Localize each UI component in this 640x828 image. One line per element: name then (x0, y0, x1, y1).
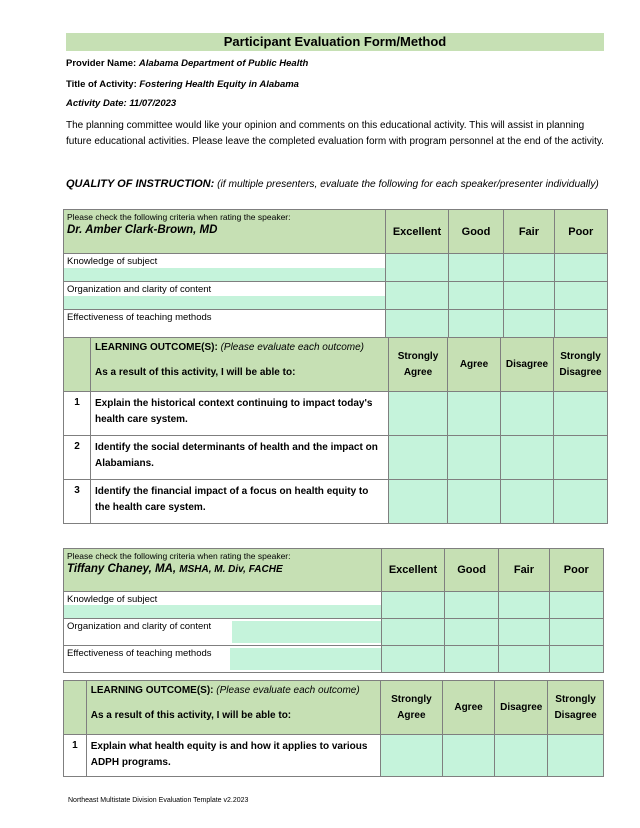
rating-checkbox[interactable] (549, 646, 603, 673)
outcome-checkbox[interactable] (381, 735, 443, 777)
lo-instruction: (Please evaluate each outcome) (216, 685, 360, 696)
outcome-checkbox[interactable] (448, 436, 501, 480)
outcome-number: 1 (64, 735, 87, 777)
rating-checkbox[interactable] (382, 646, 445, 673)
criteria-label: Effectiveness of teaching methods (67, 312, 212, 323)
outcome-num-header (64, 338, 91, 392)
rating-checkbox[interactable] (382, 619, 445, 646)
outcome-checkbox[interactable] (501, 436, 554, 480)
provider-label: Provider Name: (66, 58, 137, 69)
criteria-row (64, 254, 608, 282)
criteria-label: Knowledge of subject (67, 594, 158, 605)
rating-checkbox[interactable] (499, 619, 549, 646)
col-strongly-disagree: Strongly Disagree (554, 338, 608, 392)
lo-title: LEARNING OUTCOME(S): (95, 342, 218, 353)
criteria-prompt: Please check the following criteria when rating the speaker: (67, 212, 291, 222)
activity-date: Activity Date: 11/07/2023 (66, 98, 177, 109)
criteria-cell (64, 282, 386, 310)
rating-checkbox[interactable] (554, 254, 607, 282)
rating-checkbox[interactable] (554, 282, 607, 310)
criteria-label: Organization and clarity of content (67, 284, 212, 295)
criteria-row (64, 619, 604, 646)
col-poor: Poor (549, 549, 603, 592)
outcome-checkbox[interactable] (389, 436, 448, 480)
outcome-row (64, 735, 604, 777)
outcome-row (64, 392, 608, 436)
col-excellent: Excellent (382, 549, 445, 592)
rating-checkbox[interactable] (444, 592, 498, 619)
outcome-checkbox[interactable] (548, 735, 604, 777)
lo-result: As a result of this activity, I will be able to: (95, 367, 296, 378)
speaker1-criteria-table (63, 209, 608, 338)
outcome-checkbox[interactable] (554, 480, 608, 524)
provider-value: Alabama Department of Public Health (138, 58, 309, 69)
col-excellent: Excellent (386, 210, 449, 254)
lo-header-cell (86, 681, 380, 735)
outcome-number: 2 (64, 436, 91, 480)
speaker1-name: Dr. Amber Clark-Brown, MD (67, 224, 218, 236)
activity-line (66, 79, 299, 90)
criteria-cell (64, 619, 382, 646)
outcome-text: Identify the financial impact of a focus on health equity to the health care system. (91, 480, 389, 524)
col-good: Good (448, 210, 503, 254)
rating-checkbox[interactable] (386, 254, 449, 282)
rating-checkbox[interactable] (549, 619, 603, 646)
criteria-cell (64, 592, 382, 619)
col-good: Good (444, 549, 498, 592)
rating-checkbox[interactable] (448, 254, 503, 282)
outcome-checkbox[interactable] (389, 480, 448, 524)
outcome-checkbox[interactable] (442, 735, 495, 777)
criteria-row (64, 310, 608, 338)
col-disagree: Disagree (501, 338, 554, 392)
rating-checkbox[interactable] (386, 282, 449, 310)
col-agree: Agree (448, 338, 501, 392)
criteria-row (64, 592, 604, 619)
outcome-checkbox[interactable] (495, 735, 548, 777)
rating-checkbox[interactable] (499, 646, 549, 673)
col-strongly-agree: Strongly Agree (381, 681, 443, 735)
rating-checkbox[interactable] (549, 592, 603, 619)
rating-checkbox[interactable] (504, 310, 554, 338)
col-poor: Poor (554, 210, 607, 254)
outcome-number: 3 (64, 480, 91, 524)
outcome-row (64, 436, 608, 480)
speaker2-name: Tiffany Chaney, MA, (67, 563, 177, 575)
speaker2-outcomes-table (63, 680, 604, 777)
criteria-cell (64, 254, 386, 282)
rating-checkbox[interactable] (448, 310, 503, 338)
speaker1-header-cell (64, 210, 386, 254)
col-disagree: Disagree (495, 681, 548, 735)
quality-title: QUALITY OF INSTRUCTION: (66, 178, 215, 190)
rating-checkbox[interactable] (444, 646, 498, 673)
rating-checkbox[interactable] (554, 310, 607, 338)
intro-paragraph: The planning committee would like your opinion and comments on this educational activity. This will assist in planning future educational activities. Please leave the completed evaluation form with program personnel at the end of the activity. (66, 120, 604, 147)
col-agree: Agree (442, 681, 495, 735)
criteria-label: Effectiveness of teaching methods (67, 648, 212, 659)
lo-result: As a result of this activity, I will be able to: (90, 710, 292, 721)
outcome-checkbox[interactable] (448, 480, 501, 524)
criteria-cell (64, 646, 382, 673)
rating-checkbox[interactable] (386, 310, 449, 338)
speaker2-credentials: MSHA, M. Div, FACHE (179, 564, 283, 575)
rating-checkbox[interactable] (504, 282, 554, 310)
quality-heading (66, 177, 606, 192)
criteria-cell (64, 310, 386, 338)
col-fair: Fair (499, 549, 549, 592)
outcome-text: Identify the social determinants of health and the impact on Alabamians. (91, 436, 389, 480)
activity-label: Title of Activity: (66, 79, 137, 90)
outcome-checkbox[interactable] (501, 480, 554, 524)
outcome-number: 1 (64, 392, 91, 436)
speaker2-name-line (64, 561, 381, 575)
outcome-num-header (64, 681, 87, 735)
provider-line (66, 58, 308, 69)
rating-checkbox[interactable] (504, 254, 554, 282)
criteria-label: Organization and clarity of content (67, 621, 212, 632)
outcome-row (64, 480, 608, 524)
outcome-checkbox[interactable] (501, 392, 554, 436)
activity-value: Fostering Health Equity in Alabama (139, 79, 299, 90)
outcome-checkbox[interactable] (554, 392, 608, 436)
speaker1-outcomes-table (63, 337, 608, 524)
col-strongly-agree: Strongly Agree (389, 338, 448, 392)
rating-checkbox[interactable] (448, 282, 503, 310)
outcome-checkbox[interactable] (554, 436, 608, 480)
outcome-checkbox[interactable] (389, 392, 448, 436)
rating-checkbox[interactable] (499, 592, 549, 619)
rating-checkbox[interactable] (444, 619, 498, 646)
quality-subtext: (if multiple presenters, evaluate the following for each speaker/presenter individually) (217, 179, 599, 190)
footer-text: Northeast Multistate Division Evaluation Template v2.2023 (68, 797, 249, 804)
lo-instruction: (Please evaluate each outcome) (220, 342, 364, 353)
col-strongly-disagree: Strongly Disagree (548, 681, 604, 735)
rating-checkbox[interactable] (382, 592, 445, 619)
criteria-row (64, 282, 608, 310)
col-fair: Fair (504, 210, 554, 254)
criteria-label: Knowledge of subject (67, 256, 158, 267)
criteria-row (64, 646, 604, 673)
form-title: Participant Evaluation Form/Method (66, 33, 604, 51)
criteria-prompt: Please check the following criteria when rating the speaker: (67, 551, 291, 561)
lo-header-cell (91, 338, 389, 392)
lo-title: LEARNING OUTCOME(S): (90, 685, 214, 696)
speaker2-header-cell (64, 549, 382, 592)
outcome-checkbox[interactable] (448, 392, 501, 436)
outcome-text: Explain what health equity is and how it applies to various ADPH programs. (86, 735, 380, 777)
speaker2-criteria-table (63, 548, 604, 673)
outcome-text: Explain the historical context continuing to impact today's health care system. (91, 392, 389, 436)
